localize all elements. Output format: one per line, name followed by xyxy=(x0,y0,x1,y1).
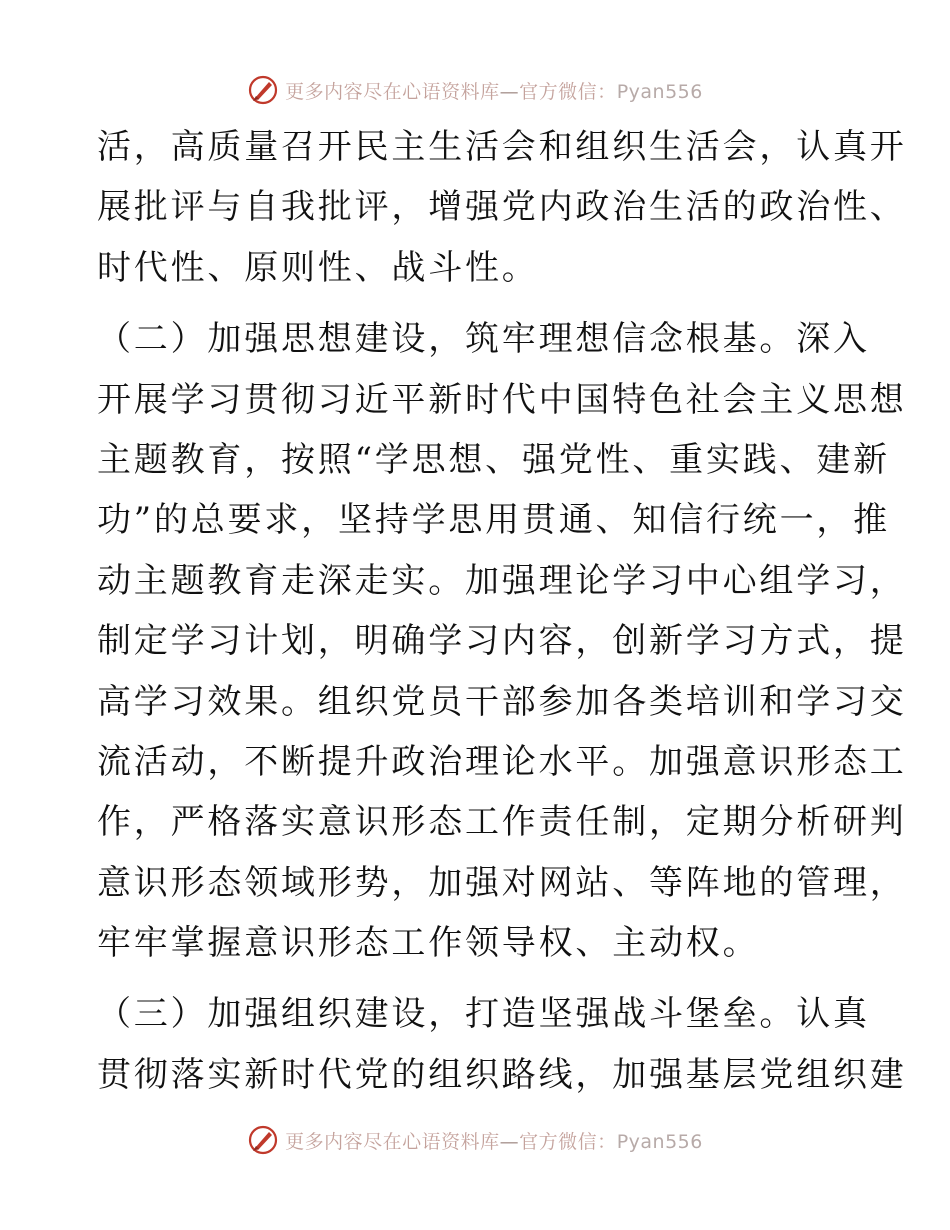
watermark-main: 更多内容尽在心语资料库 xyxy=(285,80,500,103)
watermark-separator: — xyxy=(499,1130,520,1153)
text-line: 动主题教育走深走实。加强理论学习中心组学习， xyxy=(97,560,907,601)
watermark-main: 更多内容尽在心语资料库 xyxy=(285,1130,500,1153)
watermark-suffix: 官方微信： xyxy=(519,80,617,103)
text-line: 意识形态领域形势，加强对网站、等阵地的管理， xyxy=(97,862,907,903)
text-line: 牢牢掌握意识形态工作领导权、主动权。 xyxy=(97,923,760,964)
text-line: 展批评与自我批评，增强党内政治生活的政治性、 xyxy=(97,187,907,228)
text-line: 功”的总要求，坚持学思用贯通、知信行统一，推 xyxy=(97,500,890,541)
text-line: 时代性、原则性、战斗性。 xyxy=(97,247,539,288)
text-line: 主题教育，按照“学思想、强党性、重实践、建新 xyxy=(97,439,890,480)
watermark-separator: — xyxy=(499,80,520,103)
watermark-text xyxy=(285,77,703,104)
watermark-wechat-id: Pyan556 xyxy=(616,1130,703,1153)
red-quill-logo-icon xyxy=(247,74,279,106)
text-line: 流活动，不断提升政治理论水平。加强意识形态工 xyxy=(97,741,907,782)
red-quill-logo-icon xyxy=(247,1124,279,1156)
footer-watermark xyxy=(0,1120,950,1160)
watermark-suffix: 官方微信： xyxy=(519,1130,617,1153)
text-line: 开展学习贯彻习近平新时代中国特色社会主义思想 xyxy=(97,379,907,420)
header-watermark xyxy=(0,70,950,110)
text-line: （二）加强思想建设，筑牢理想信念根基。深入 xyxy=(97,319,870,360)
text-line: 制定学习计划，明确学习内容，创新学习方式，提 xyxy=(97,621,907,662)
document-body xyxy=(97,117,907,1105)
watermark-text xyxy=(285,1127,703,1154)
text-line: 高学习效果。组织党员干部参加各类培训和学习交 xyxy=(97,681,907,722)
watermark-wechat-id: Pyan556 xyxy=(616,80,703,103)
text-line: （三）加强组织建设，打造坚强战斗堡垒。认真 xyxy=(97,994,870,1035)
text-line: 活，高质量召开民主生活会和组织生活会，认真开 xyxy=(97,127,907,167)
text-line: 贯彻落实新时代党的组织路线，加强基层党组织建 xyxy=(97,1054,907,1095)
text-line: 作，严格落实意识形态工作责任制，定期分析研判 xyxy=(97,802,907,843)
